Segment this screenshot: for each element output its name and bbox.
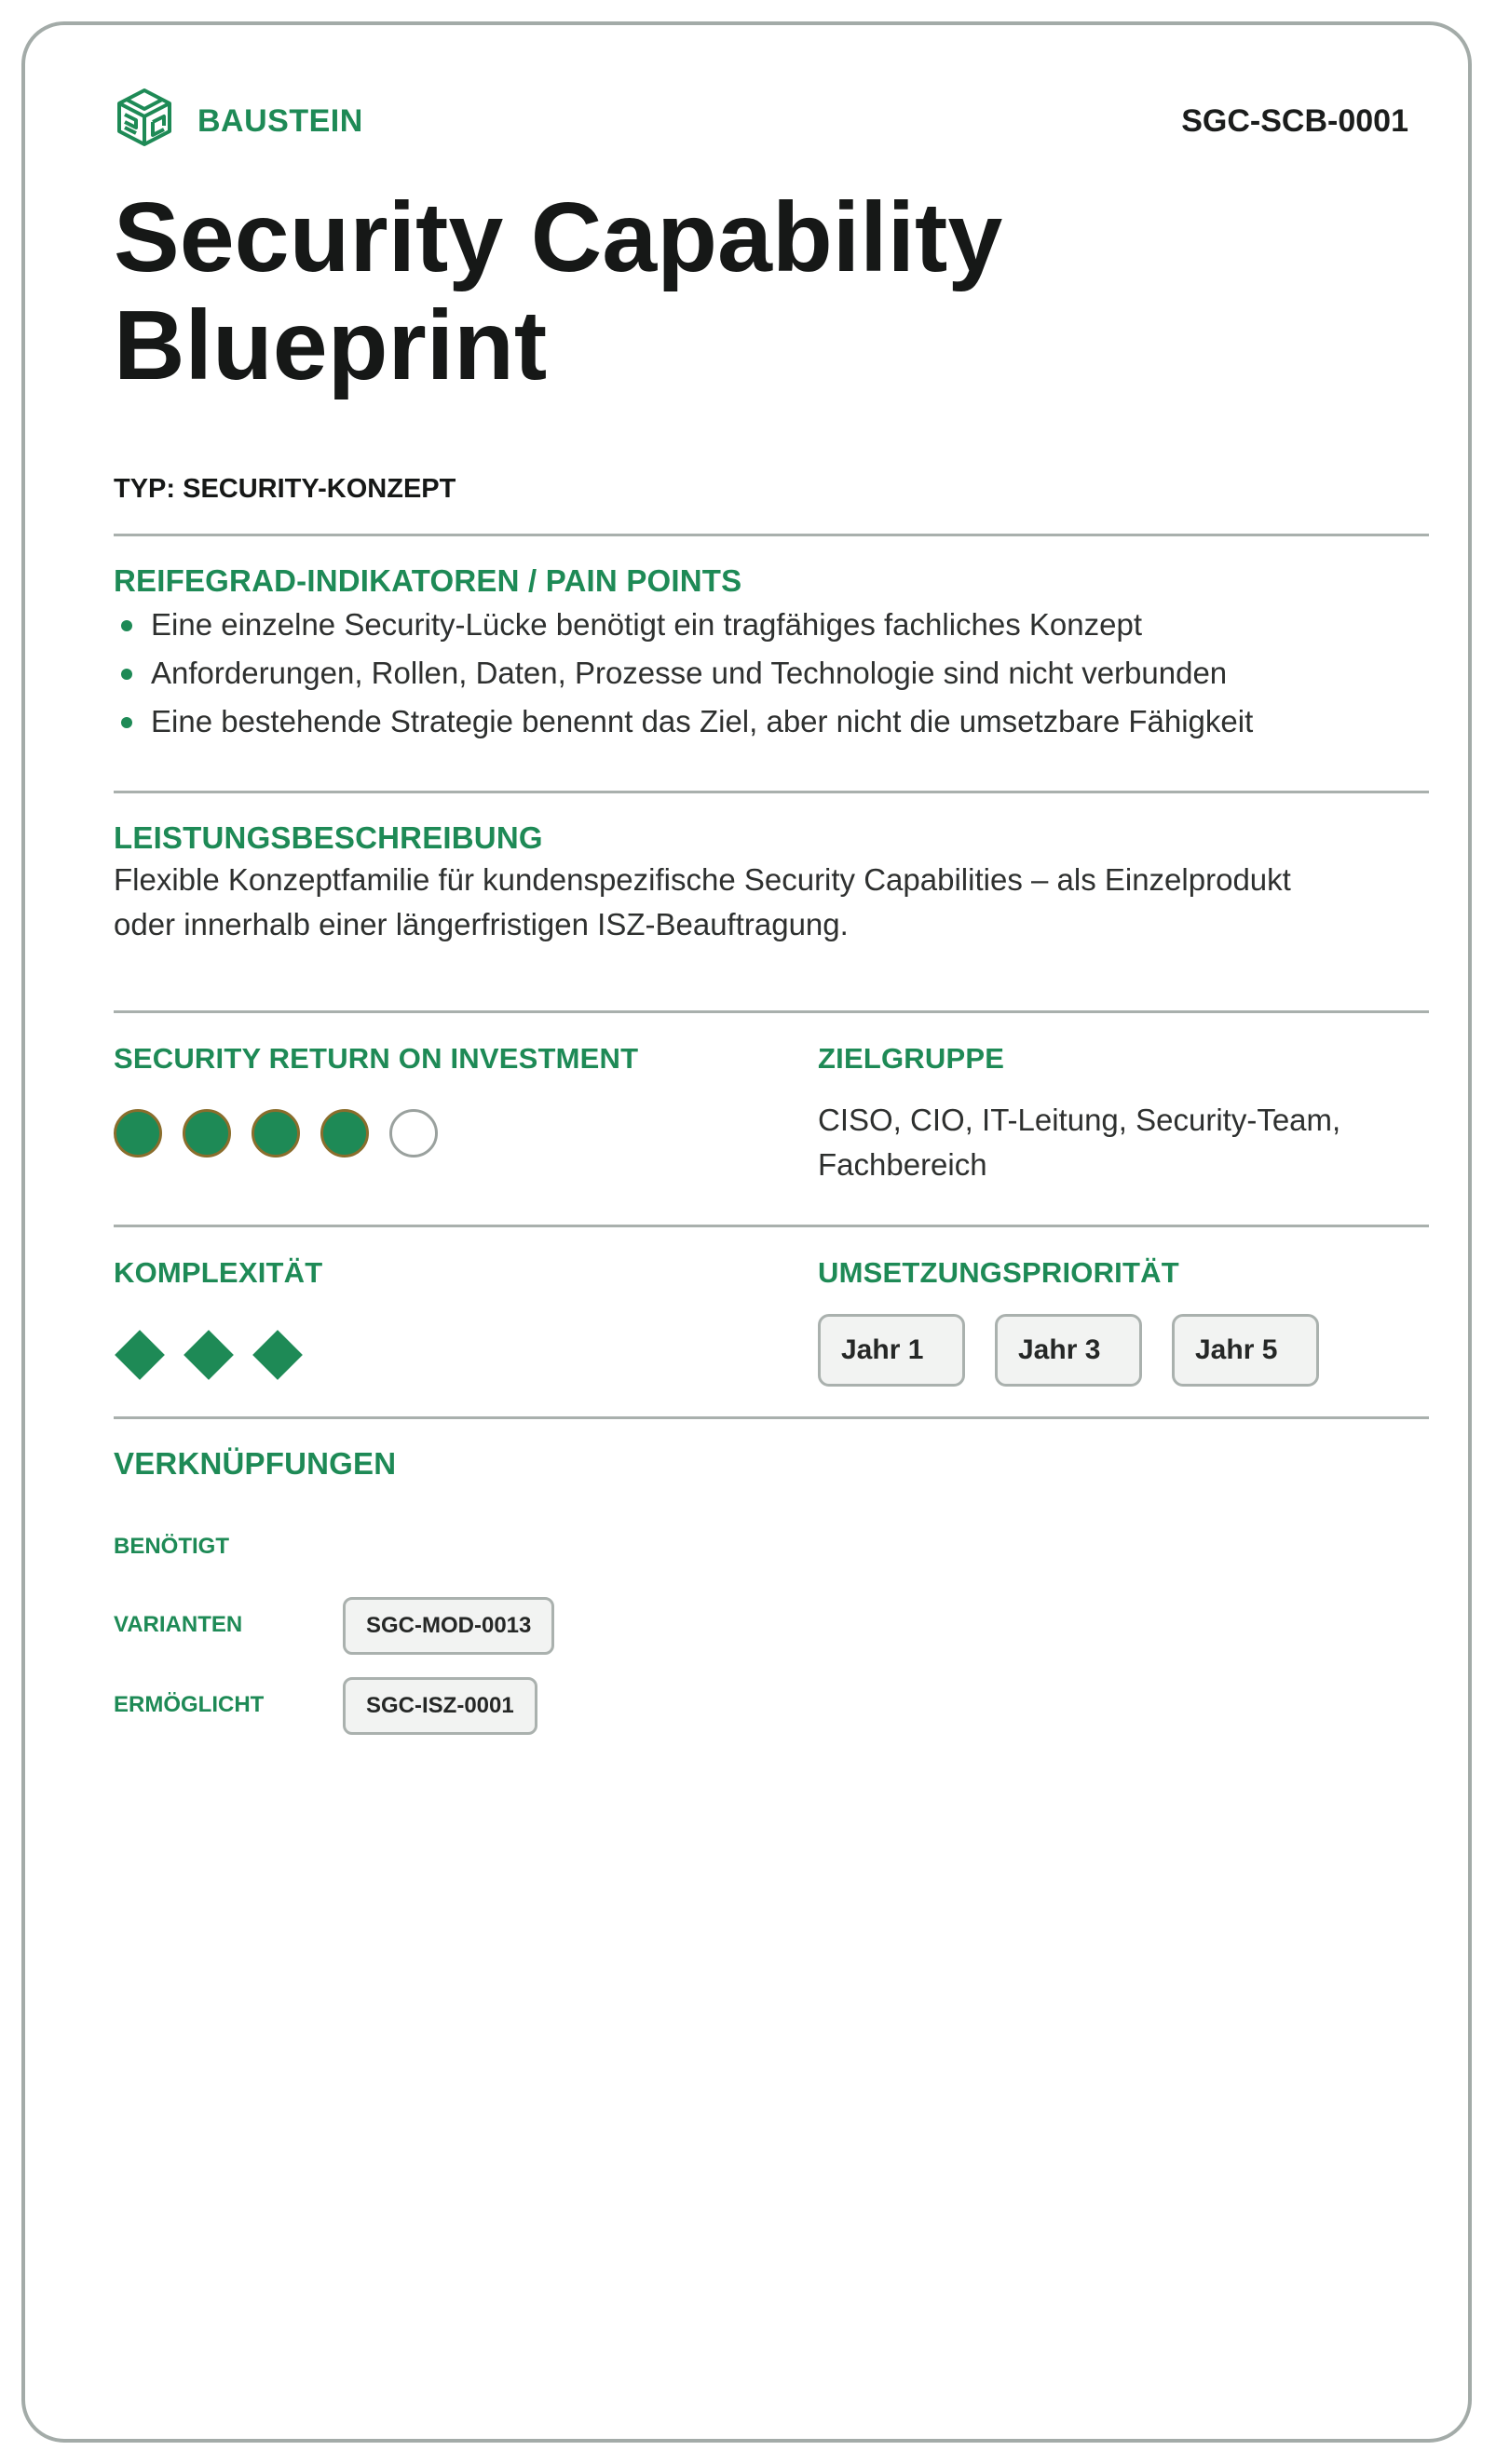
rating-circle-empty — [389, 1109, 438, 1158]
complexity-heading: KOMPLEXITÄT — [114, 1256, 323, 1289]
link-chip-ermoeglicht[interactable]: SGC-ISZ-0001 — [343, 1677, 537, 1735]
link-label: ERMÖGLICHT — [114, 1692, 265, 1717]
bullet-dot-icon — [121, 620, 132, 631]
divider — [114, 1010, 1429, 1013]
list-item — [114, 601, 1253, 649]
divider — [114, 534, 1429, 536]
roi-rating — [114, 1109, 438, 1158]
card-title-line-2: Blueprint — [114, 291, 548, 400]
link-row-benoetigt — [114, 1519, 952, 1575]
rating-circle-filled — [114, 1109, 162, 1158]
priority-year-5[interactable]: Jahr 5 — [1172, 1314, 1319, 1387]
divider — [114, 1225, 1429, 1227]
card-title-line-1: Security Capability — [114, 183, 1003, 292]
pain-point-text: Eine einzelne Security-Lücke benötigt ein tragfähiges fachliches Konzept — [151, 607, 1142, 642]
priority-year-1[interactable]: Jahr 1 — [818, 1314, 965, 1387]
card-kind-label: BAUSTEIN — [197, 103, 363, 139]
card-title — [114, 183, 1325, 399]
bullet-dot-icon — [121, 717, 132, 728]
list-item — [114, 649, 1253, 697]
card-header — [93, 81, 1408, 156]
rating-circle-filled — [252, 1109, 300, 1158]
pain-point-text: Eine bestehende Strategie benennt das Ziel, aber nicht die umsetzbare Fähigkeit — [151, 704, 1254, 738]
divider — [114, 1416, 1429, 1419]
sgc-cube-logo-icon — [114, 87, 175, 148]
audience-text — [818, 1098, 1414, 1187]
rating-circle-filled — [320, 1109, 369, 1158]
audience-line-1: CISO, CIO, IT-Leitung, Security-Team, — [818, 1103, 1341, 1137]
card-type: TYP: SECURITY-KONZEPT — [114, 474, 456, 504]
link-row-ermoeglicht — [114, 1677, 952, 1733]
rating-circle-filled — [183, 1109, 231, 1158]
link-row-varianten — [114, 1597, 952, 1653]
blueprint-card — [21, 21, 1472, 2443]
complexity-rating — [114, 1329, 304, 1381]
description-line-2: oder innerhalb einer längerfristigen ISZ-Beauftragung. — [114, 907, 849, 941]
link-chip-varianten[interactable]: SGC-MOD-0013 — [343, 1597, 554, 1655]
audience-heading: ZIELGRUPPE — [818, 1042, 1005, 1075]
pain-point-text: Anforderungen, Rollen, Daten, Prozesse und Technologie sind nicht verbunden — [151, 656, 1228, 690]
diamond-icon — [114, 1329, 166, 1381]
audience-line-2: Fachbereich — [818, 1147, 987, 1182]
list-item — [114, 697, 1253, 746]
diamond-icon — [252, 1329, 304, 1381]
description-text — [114, 858, 1418, 947]
links-heading: VERKNÜPFUNGEN — [114, 1446, 397, 1481]
link-label: BENÖTIGT — [114, 1534, 229, 1559]
card-code: SGC-SCB-0001 — [1181, 103, 1408, 139]
priority-options — [818, 1314, 1319, 1387]
roi-heading: SECURITY RETURN ON INVESTMENT — [114, 1042, 639, 1075]
description-line-1: Flexible Konzeptfamilie für kundenspezifische Security Capabilities – als Einzelprodukt — [114, 862, 1291, 897]
description-heading: LEISTUNGSBESCHREIBUNG — [114, 820, 543, 855]
bullet-dot-icon — [121, 669, 132, 680]
pain-points-heading: REIFEGRAD-INDIKATOREN / PAIN POINTS — [114, 563, 742, 598]
link-label: VARIANTEN — [114, 1612, 243, 1637]
priority-heading: UMSETZUNGSPRIORITÄT — [818, 1256, 1179, 1289]
pain-points-list — [114, 601, 1253, 746]
priority-year-3[interactable]: Jahr 3 — [995, 1314, 1142, 1387]
diamond-icon — [183, 1329, 235, 1381]
divider — [114, 791, 1429, 793]
